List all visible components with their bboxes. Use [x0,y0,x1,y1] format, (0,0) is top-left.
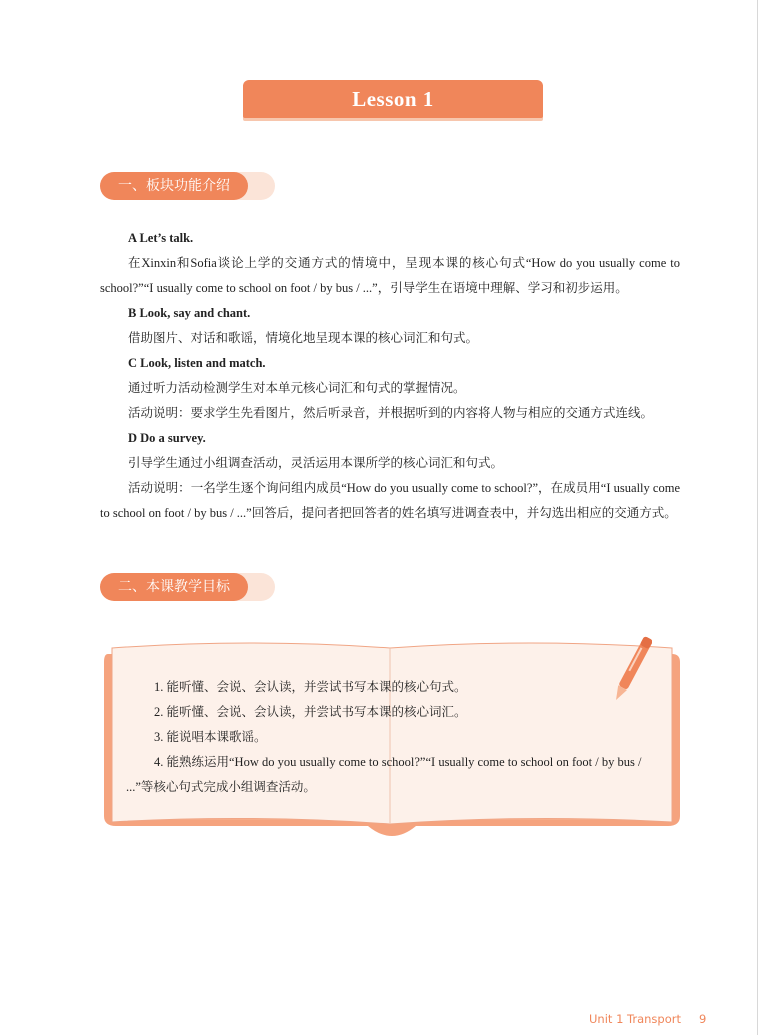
activity-c-note: 活动说明：要求学生先看图片，然后听录音，并根据听到的内容将人物与相应的交通方式连线。 [128,406,654,420]
activity-c-text: 通过听力活动检测学生对本单元核心词汇和句式的掌握情况。 [128,381,466,395]
activity-b-title: B Look, say and chant. [128,306,251,320]
footer-unit-label: Unit 1 Transport [589,1012,681,1026]
objective-item: 4. 能熟练运用“How do you usually come to school?”“I usually come to school on foot / by bus / ...”等核心句式完成小组调查活动。 [126,755,642,794]
section-heading-1-label: 一、板块功能介绍 [100,172,248,200]
activity-a-text: 在Xinxin和Sofia谈论上学的交通方式的情境中，呈现本课的核心句式“How do you usually come to school?”“I usually come to school on foot / by bus / ...”，引导学生在语境中理解、学习和初步运用。 [100,256,680,295]
objective-item: 1. 能听懂、会说、会认读，并尝试书写本课的核心句式。 [154,680,467,694]
lesson-title: Lesson 1 [352,86,434,111]
activity-d-title: D Do a survey. [128,431,206,445]
section-heading-2-label: 二、本课教学目标 [100,573,248,601]
activity-a-title: A Let’s talk. [128,231,194,245]
page-edge-rule [757,0,758,1035]
activity-b-text: 借助图片、对话和歌谣，情境化地呈现本课的核心词汇和句式。 [128,331,479,345]
objectives-book-panel [100,638,684,838]
activity-d-text: 引导学生通过小组调查活动，灵活运用本课所学的核心词汇和句式。 [128,456,504,470]
lesson-title-banner [243,80,543,118]
objective-item: 3. 能说唱本课歌谣。 [154,730,267,744]
objective-item: 2. 能听懂、会说、会认读，并尝试书写本课的核心词汇。 [154,705,467,719]
section-1-body [100,226,680,526]
activity-c-title: C Look, listen and match. [128,356,266,370]
objectives-list [126,675,656,800]
activity-d-note: 活动说明：一名学生逐个询问组内成员“How do you usually come to school?”，在成员用“I usually come to school on foot / by bus / ...”回答后，提问者把回答者的姓名填写进调查表中，并勾选出相应的交通方式。 [100,481,680,520]
page-number: 9 [699,1012,707,1026]
page-footer [589,1012,707,1026]
